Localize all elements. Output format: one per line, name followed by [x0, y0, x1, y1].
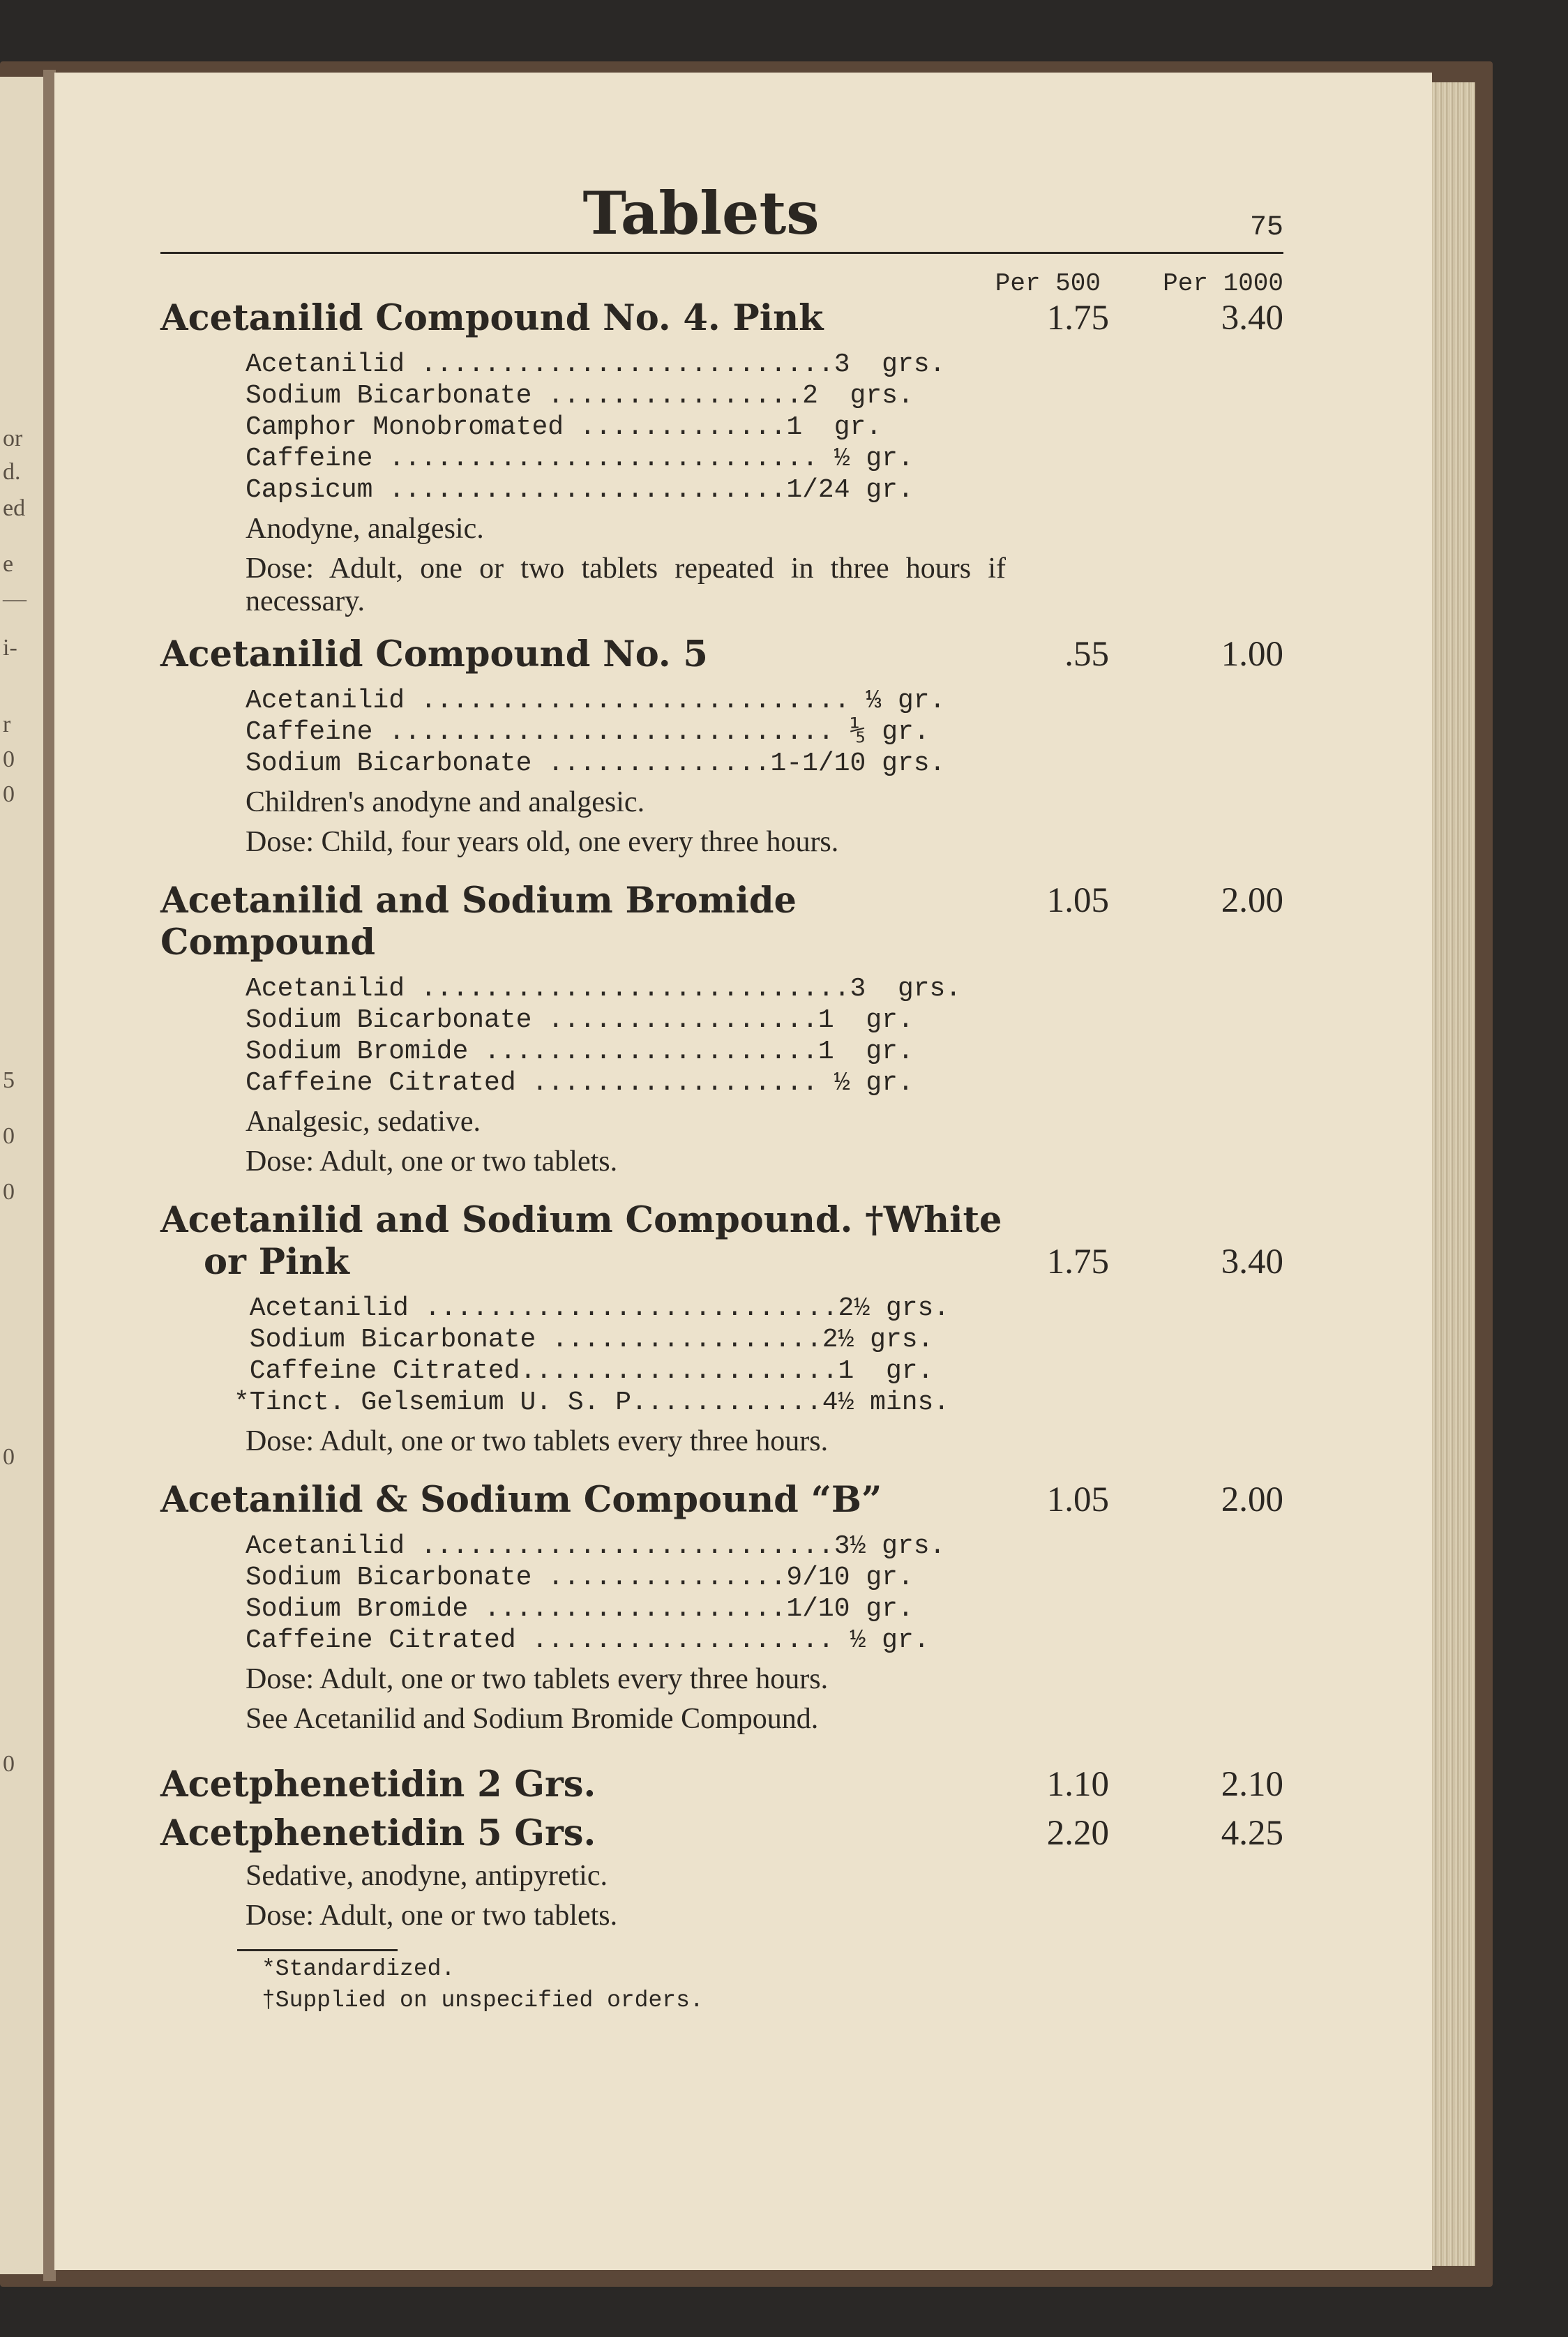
product-entry: [160, 297, 1283, 618]
product-dose: Dose: Adult, one or two tablets.: [246, 1900, 618, 1932]
ingredient-line: Sodium Bicarbonate .................2½ grs.: [234, 1325, 934, 1355]
ingredient-line: Acetanilid ..........................3 grs.: [246, 350, 946, 380]
price-column-headers: [160, 264, 1283, 297]
page-title: Tablets: [582, 179, 820, 248]
ingredient-line: Caffeine ........................... ½ gr.: [246, 444, 914, 474]
prev-page-fragment: r: [3, 712, 11, 737]
product-dose: Dose: Adult, one or two tablets repeated in three hours if necessary.: [246, 553, 1006, 617]
ingredient-line: Caffeine Citrated .................. ½ gr.: [246, 1068, 914, 1098]
footnote: *Standardized.: [262, 1956, 455, 1982]
product-name: Acetanilid & Sodium Compound “B”: [160, 1479, 882, 1521]
ingredient-list: [234, 1293, 1283, 1418]
product-use: Anodyne, analgesic.: [246, 513, 484, 545]
product-entry: [160, 633, 1283, 859]
price-per-1000: 2.10: [1221, 1765, 1283, 1804]
ingredient-line: Acetanilid ..........................2½ grs.: [234, 1293, 950, 1323]
price-per-1000: 3.40: [1221, 1242, 1283, 1282]
prev-page-fragment: 0: [3, 1444, 15, 1470]
product-name: Acetphenetidin 2 Grs.: [160, 1764, 596, 1805]
ingredient-line: Sodium Bromide .....................1 gr.: [246, 1037, 914, 1067]
product-use: Analgesic, sedative.: [246, 1106, 481, 1138]
ingredient-line: Sodium Bicarbonate ................2 grs.: [246, 381, 914, 411]
ingredient-line: Camphor Monobromated .............1 gr.: [246, 412, 882, 442]
prev-page-fragment: 0: [3, 1123, 15, 1149]
footnote-divider: [237, 1949, 398, 1951]
prev-page-fragment: ed: [3, 495, 26, 521]
ingredient-line: Acetanilid ........................... ⅓ gr.: [246, 686, 946, 716]
product-entry: [160, 1812, 1283, 1932]
prev-page-fragment: 5: [3, 1067, 15, 1093]
product-entry: [160, 1479, 1283, 1736]
price-per-500: 1.05: [1046, 881, 1109, 920]
price-per-1000: 2.00: [1221, 881, 1283, 920]
prev-page-fragment: e: [3, 551, 14, 577]
price-per-1000: 4.25: [1221, 1814, 1283, 1853]
price-per-1000: 3.40: [1221, 299, 1283, 338]
column-header-per-1000: Per 1000: [1163, 269, 1283, 298]
price-per-500: 1.05: [1046, 1480, 1109, 1519]
ingredient-line: Caffeine Citrated ................... ½ gr.: [246, 1625, 930, 1655]
previous-page-edge: [0, 77, 43, 2274]
prev-page-fragment: or: [3, 426, 23, 451]
prev-page-fragment: 0: [3, 746, 15, 772]
product-dose: Dose: Adult, one or two tablets.: [246, 1145, 618, 1178]
column-header-per-500: Per 500: [995, 269, 1101, 298]
product-use: Children's anodyne and analgesic.: [246, 786, 645, 818]
product-dose: Dose: Adult, one or two tablets every three hours.: [246, 1425, 829, 1457]
product-name: Acetanilid and Sodium Bromide Compound: [160, 880, 797, 963]
prev-page-fragment: 0: [3, 781, 15, 807]
product-see-also: See Acetanilid and Sodium Bromide Compound.: [246, 1703, 819, 1735]
footnote: †Supplied on unspecified orders.: [262, 1987, 704, 2013]
prev-page-fragment: d.: [3, 459, 21, 485]
product-name: [160, 1199, 1011, 1283]
ingredient-line: Acetanilid ..........................3½ grs.: [246, 1531, 946, 1561]
product-use: Sedative, anodyne, antipyretic.: [246, 1860, 608, 1892]
prev-page-fragment: 0: [3, 1179, 15, 1205]
product-dose: Dose: Adult, one or two tablets every three hours.: [246, 1663, 829, 1695]
ingredient-list: [246, 349, 1283, 506]
product-entry: [160, 1199, 1283, 1458]
product-name: Acetphenetidin 5 Grs.: [160, 1812, 596, 1854]
price-per-500: .55: [1064, 635, 1109, 674]
ingredient-line: Caffeine ............................ ⅕ gr.: [246, 717, 930, 747]
ingredient-line: Caffeine Citrated....................1 gr.: [234, 1356, 934, 1386]
ingredient-line: Sodium Bromide ...................1/10 gr.: [246, 1594, 914, 1624]
page-content: [160, 179, 1283, 2014]
ingredient-line: Capsicum .........................1/24 gr.: [246, 475, 914, 505]
product-entry: [160, 1764, 1283, 1805]
product-dose: Dose: Child, four years old, one every three hours.: [246, 826, 839, 858]
product-name-continuation: or Pink: [204, 1241, 349, 1283]
prev-page-fragment: i-: [3, 635, 17, 661]
price-per-500: 2.20: [1046, 1814, 1109, 1853]
ingredient-line: *Tinct. Gelsemium U. S. P............4½ mins.: [234, 1388, 950, 1418]
ingredient-list: [246, 1531, 1283, 1656]
price-per-500: 1.75: [1046, 1242, 1109, 1282]
ingredient-list: [246, 685, 1283, 779]
prev-page-fragment: 0: [3, 1751, 15, 1777]
page-edges: [1432, 82, 1475, 2266]
price-per-1000: 2.00: [1221, 1480, 1283, 1519]
ingredient-line: Acetanilid ...........................3 grs.: [246, 974, 962, 1004]
product-name: Acetanilid Compound No. 4. Pink: [160, 297, 824, 339]
product-name: Acetanilid Compound No. 5: [160, 633, 708, 675]
ingredient-line: Sodium Bicarbonate ..............1-1/10 grs.: [246, 749, 946, 779]
page-header: [160, 179, 1283, 254]
ingredient-line: Sodium Bicarbonate .................1 gr.: [246, 1005, 914, 1035]
price-per-500: 1.10: [1046, 1765, 1109, 1804]
product-entry: [160, 880, 1283, 1178]
price-per-1000: 1.00: [1221, 635, 1283, 674]
product-name-line: Acetanilid and Sodium Compound. †White: [160, 1199, 1002, 1241]
page-number: 75: [1249, 212, 1283, 243]
ingredient-list: [246, 973, 1283, 1099]
price-per-500: 1.75: [1046, 299, 1109, 338]
ingredient-line: Sodium Bicarbonate ...............9/10 gr.: [246, 1563, 914, 1593]
prev-page-fragment: —: [3, 586, 27, 612]
